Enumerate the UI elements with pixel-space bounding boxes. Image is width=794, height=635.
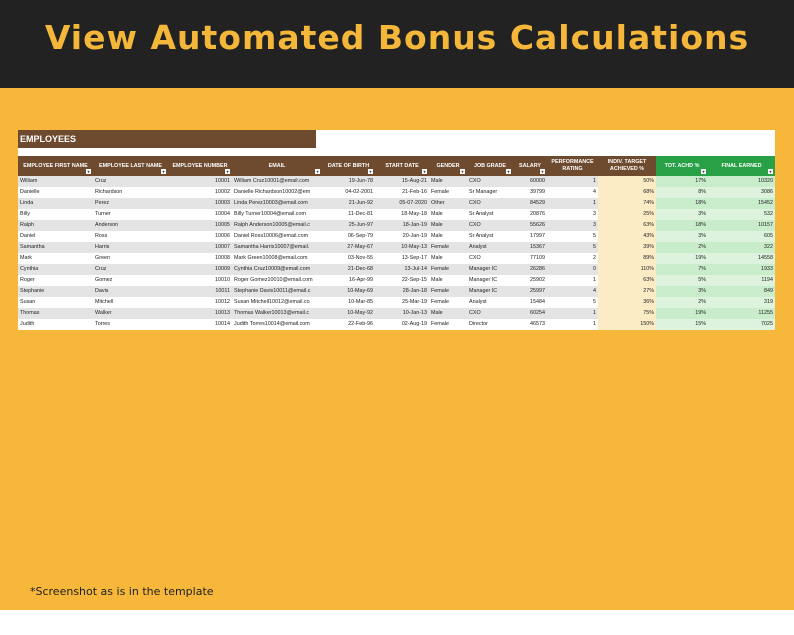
table-cell[interactable]: Susan: [18, 297, 93, 308]
table-cell[interactable]: 02-Aug-19: [375, 319, 429, 330]
table-cell[interactable]: Male: [429, 231, 467, 242]
table-cell[interactable]: Richardson: [93, 187, 168, 198]
table-cell[interactable]: 77109: [513, 253, 547, 264]
table-cell[interactable]: 10014: [168, 319, 232, 330]
table-cell[interactable]: 20-Jan-19: [375, 231, 429, 242]
table-cell[interactable]: Billy: [18, 209, 93, 220]
table-cell[interactable]: 20876: [513, 209, 547, 220]
table-cell[interactable]: 11255: [708, 308, 775, 319]
table-cell[interactable]: 74%: [598, 198, 656, 209]
table-cell[interactable]: 06-Sep-79: [322, 231, 375, 242]
table-cell[interactable]: Female: [429, 187, 467, 198]
table-cell[interactable]: 4: [547, 286, 598, 297]
table-cell[interactable]: 4: [547, 187, 598, 198]
filter-dropdown-icon[interactable]: ▾: [702, 169, 705, 174]
table-cell[interactable]: Male: [429, 209, 467, 220]
table-cell[interactable]: 3%: [656, 231, 708, 242]
table-cell[interactable]: Mitchell: [93, 297, 168, 308]
table-cell[interactable]: 28-Jan-18: [375, 286, 429, 297]
table-cell[interactable]: Cynthia Cruz10009@email.com: [232, 264, 322, 275]
table-cell[interactable]: 10-May-92: [322, 308, 375, 319]
table-cell[interactable]: 849: [708, 286, 775, 297]
table-cell[interactable]: Stephanie: [18, 286, 93, 297]
table-cell[interactable]: Analyst: [467, 297, 513, 308]
table-cell[interactable]: Linda Perez10003@email.com: [232, 198, 322, 209]
table-cell[interactable]: Female: [429, 242, 467, 253]
table-row: [18, 319, 775, 330]
table-cell[interactable]: 1: [547, 176, 598, 187]
table-cell[interactable]: Thomas Walker10013@email.c: [232, 308, 322, 319]
table-row: [18, 264, 775, 275]
table-cell[interactable]: Harris: [93, 242, 168, 253]
table-cell[interactable]: 25-Mar-19: [375, 297, 429, 308]
table-cell[interactable]: 39%: [598, 242, 656, 253]
table-cell[interactable]: Cynthia: [18, 264, 93, 275]
table-cell[interactable]: Green: [93, 253, 168, 264]
table-cell[interactable]: 17%: [656, 176, 708, 187]
table-cell[interactable]: 89%: [598, 253, 656, 264]
table-cell[interactable]: Perez: [93, 198, 168, 209]
table-cell[interactable]: 16-Apr-99: [322, 275, 375, 286]
table-cell[interactable]: 3%: [656, 286, 708, 297]
table-cell[interactable]: Judith Torres10014@email.com: [232, 319, 322, 330]
table-cell[interactable]: 322: [708, 242, 775, 253]
table-cell[interactable]: Cruz: [93, 176, 168, 187]
table-cell[interactable]: Female: [429, 264, 467, 275]
table-cell[interactable]: 10001: [168, 176, 232, 187]
table-cell[interactable]: 532: [708, 209, 775, 220]
table-cell[interactable]: 10320: [708, 176, 775, 187]
table-cell[interactable]: 10005: [168, 220, 232, 231]
table-cell[interactable]: 14558: [708, 253, 775, 264]
table-cell[interactable]: 15367: [513, 242, 547, 253]
table-cell[interactable]: Walker: [93, 308, 168, 319]
table-cell[interactable]: Male: [429, 275, 467, 286]
footnote: *Screenshot as is in the template: [30, 585, 214, 598]
table-cell[interactable]: Analyst: [467, 242, 513, 253]
table-row: [18, 308, 775, 319]
table-cell[interactable]: Sr Manager: [467, 187, 513, 198]
filter-dropdown-icon[interactable]: ▾: [541, 169, 544, 174]
table-cell[interactable]: 18-Jan-19: [375, 220, 429, 231]
table-cell[interactable]: 5: [547, 231, 598, 242]
table-cell[interactable]: Thomas: [18, 308, 93, 319]
table-cell[interactable]: 13-Sep-17: [375, 253, 429, 264]
table-cell[interactable]: Mark: [18, 253, 93, 264]
column-header[interactable]: [232, 156, 322, 176]
filter-dropdown-icon[interactable]: ▾: [369, 169, 372, 174]
table-cell[interactable]: CXO: [467, 176, 513, 187]
table-cell[interactable]: 04-02-2001: [322, 187, 375, 198]
table-cell[interactable]: 27-May-67: [322, 242, 375, 253]
sheet-title: EMPLOYEES: [18, 130, 316, 148]
table-cell[interactable]: 10009: [168, 264, 232, 275]
table-cell[interactable]: Male: [429, 253, 467, 264]
table-cell[interactable]: Male: [429, 308, 467, 319]
table-cell[interactable]: Turner: [93, 209, 168, 220]
table-cell[interactable]: 60000: [513, 176, 547, 187]
table-cell[interactable]: 10008: [168, 253, 232, 264]
table-cell[interactable]: Sr Analyst: [467, 209, 513, 220]
filter-dropdown-icon[interactable]: ▾: [316, 169, 319, 174]
filter-dropdown-icon[interactable]: ▾: [461, 169, 464, 174]
table-cell[interactable]: 10011: [168, 286, 232, 297]
table-cell[interactable]: 8%: [656, 187, 708, 198]
filter-dropdown-icon[interactable]: ▾: [226, 169, 229, 174]
table-row: [18, 286, 775, 297]
table-cell[interactable]: 15-Aug-21: [375, 176, 429, 187]
table-cell[interactable]: 10010: [168, 275, 232, 286]
table-cell[interactable]: 15%: [656, 319, 708, 330]
table-cell[interactable]: Manager IC: [467, 286, 513, 297]
table-cell[interactable]: 10157: [708, 220, 775, 231]
table-cell[interactable]: Danielle: [18, 187, 93, 198]
column-header-label: EMPLOYEE FIRST NAME: [23, 162, 88, 169]
column-header-label: GENDER: [436, 162, 460, 169]
table-cell[interactable]: 7%: [656, 264, 708, 275]
table-cell[interactable]: 10-May-69: [322, 286, 375, 297]
table-cell[interactable]: CXO: [467, 220, 513, 231]
column-header-label: EMAIL: [268, 162, 286, 169]
table-cell[interactable]: William: [18, 176, 93, 187]
column-header-label: START DATE: [385, 162, 419, 169]
table-cell[interactable]: Mark Green10008@email.com: [232, 253, 322, 264]
spreadsheet-area: [18, 130, 775, 330]
table-cell[interactable]: 1: [547, 198, 598, 209]
column-header-label: DATE OF BIRTH: [327, 162, 370, 169]
table-cell[interactable]: 5: [547, 242, 598, 253]
table-cell[interactable]: Manager IC: [467, 275, 513, 286]
table-cell[interactable]: Male: [429, 220, 467, 231]
table-cell[interactable]: 3: [547, 220, 598, 231]
table-row: [18, 275, 775, 286]
table-cell[interactable]: Ross: [93, 231, 168, 242]
table-cell[interactable]: 1194: [708, 275, 775, 286]
table-row: [18, 242, 775, 253]
table-cell[interactable]: 26286: [513, 264, 547, 275]
table-cell[interactable]: 22-Sep-15: [375, 275, 429, 286]
column-header-label: FINAL EARNED: [721, 162, 762, 169]
table-cell[interactable]: 3%: [656, 209, 708, 220]
table-cell[interactable]: 11-Dec-81: [322, 209, 375, 220]
table-cell[interactable]: 25997: [513, 286, 547, 297]
table-cell[interactable]: Billy Turner10004@email.com: [232, 209, 322, 220]
table-cell[interactable]: 0: [547, 264, 598, 275]
table-cell[interactable]: 10002: [168, 187, 232, 198]
table-cell[interactable]: Female: [429, 297, 467, 308]
table-cell[interactable]: 10007: [168, 242, 232, 253]
table-cell[interactable]: 68%: [598, 187, 656, 198]
table-cell[interactable]: 05-07-2020: [375, 198, 429, 209]
column-header-label: INDIV. TARGET ACHIEVED %: [607, 159, 647, 172]
column-header[interactable]: [708, 156, 775, 176]
table-cell[interactable]: Judith: [18, 319, 93, 330]
bottom-strip: [0, 610, 794, 635]
table-cell[interactable]: Ralph: [18, 220, 93, 231]
table-cell[interactable]: Other: [429, 198, 467, 209]
table-cell[interactable]: 2: [547, 253, 598, 264]
table-cell[interactable]: Female: [429, 286, 467, 297]
table-cell[interactable]: 319: [708, 297, 775, 308]
table-cell[interactable]: Samantha: [18, 242, 93, 253]
table-cell[interactable]: 3086: [708, 187, 775, 198]
table-cell[interactable]: 10013: [168, 308, 232, 319]
table-cell[interactable]: 15452: [708, 198, 775, 209]
column-header[interactable]: [513, 156, 547, 176]
table-cell[interactable]: 1: [547, 319, 598, 330]
table-cell[interactable]: Danielle Richardson10002@em: [232, 187, 322, 198]
table-cell[interactable]: 84529: [513, 198, 547, 209]
table-cell[interactable]: 7025: [708, 319, 775, 330]
table-row: [18, 220, 775, 231]
table-cell[interactable]: William Cruz10001@email.com: [232, 176, 322, 187]
table-cell[interactable]: Susan Mitchell10012@email.co: [232, 297, 322, 308]
table-cell[interactable]: 19%: [656, 253, 708, 264]
table-row: [18, 176, 775, 187]
column-header[interactable]: [168, 156, 232, 176]
table-cell[interactable]: 25902: [513, 275, 547, 286]
table-row: [18, 187, 775, 198]
table-cell[interactable]: 22-Feb-96: [322, 319, 375, 330]
column-header-label: EMPLOYEE LAST NAME: [99, 162, 162, 169]
table-cell[interactable]: CXO: [467, 308, 513, 319]
table-cell[interactable]: 19-Jun-78: [322, 176, 375, 187]
column-header[interactable]: [547, 156, 598, 176]
table-cell[interactable]: CXO: [467, 253, 513, 264]
table-cell[interactable]: 46573: [513, 319, 547, 330]
filter-dropdown-icon[interactable]: ▾: [162, 169, 165, 174]
table-body: [18, 176, 775, 330]
table-cell[interactable]: Gomez: [93, 275, 168, 286]
table-cell[interactable]: 10-Jan-13: [375, 308, 429, 319]
table-cell[interactable]: Female: [429, 319, 467, 330]
column-header-label: SALARY: [519, 162, 541, 169]
table-cell[interactable]: 18%: [656, 220, 708, 231]
table-row: [18, 209, 775, 220]
table-cell[interactable]: 15484: [513, 297, 547, 308]
top-banner: [0, 0, 794, 88]
table-cell[interactable]: 10006: [168, 231, 232, 242]
table-cell[interactable]: Torres: [93, 319, 168, 330]
filter-dropdown-icon[interactable]: ▾: [423, 169, 426, 174]
banner-title: View Automated Bonus Calculations: [44, 18, 750, 57]
table-cell[interactable]: Stephanie Davis10011@email.c: [232, 286, 322, 297]
table-cell[interactable]: 110%: [598, 264, 656, 275]
table-cell[interactable]: Cruz: [93, 264, 168, 275]
table-cell[interactable]: 3: [547, 209, 598, 220]
table-cell[interactable]: Roger Gomez10010@email.com: [232, 275, 322, 286]
filter-dropdown-icon[interactable]: ▾: [507, 169, 510, 174]
column-header[interactable]: [375, 156, 429, 176]
filter-dropdown-icon[interactable]: ▾: [87, 169, 90, 174]
table-cell[interactable]: 10003: [168, 198, 232, 209]
table-cell[interactable]: 18%: [656, 198, 708, 209]
table-cell[interactable]: 63%: [598, 220, 656, 231]
table-cell[interactable]: 1933: [708, 264, 775, 275]
table-cell[interactable]: 03-Nov-55: [322, 253, 375, 264]
table-cell[interactable]: 17997: [513, 231, 547, 242]
column-header-label: TOT. ACHD %: [664, 162, 700, 169]
table-cell[interactable]: Ralph Anderson10005@email.c: [232, 220, 322, 231]
table-cell[interactable]: Director: [467, 319, 513, 330]
table-cell[interactable]: 21-Feb-16: [375, 187, 429, 198]
column-header-label: EMPLOYEE NUMBER: [172, 162, 228, 169]
table-row: [18, 297, 775, 308]
table-cell[interactable]: 5%: [656, 275, 708, 286]
table-cell[interactable]: 25-Jun-97: [322, 220, 375, 231]
table-cell[interactable]: Linda: [18, 198, 93, 209]
table-cell[interactable]: 21-Jun-92: [322, 198, 375, 209]
table-cell[interactable]: 1: [547, 275, 598, 286]
table-row: [18, 198, 775, 209]
table-cell[interactable]: 63%: [598, 275, 656, 286]
column-header[interactable]: [467, 156, 513, 176]
employees-table: [18, 156, 775, 330]
table-cell[interactable]: 39799: [513, 187, 547, 198]
table-cell[interactable]: 36%: [598, 297, 656, 308]
table-cell[interactable]: Anderson: [93, 220, 168, 231]
column-header[interactable]: [93, 156, 168, 176]
table-cell[interactable]: 25%: [598, 209, 656, 220]
table-cell[interactable]: 27%: [598, 286, 656, 297]
table-cell[interactable]: 150%: [598, 319, 656, 330]
table-cell[interactable]: 1: [547, 308, 598, 319]
table-cell[interactable]: 605: [708, 231, 775, 242]
column-header[interactable]: [18, 156, 93, 176]
table-cell[interactable]: 43%: [598, 231, 656, 242]
table-row: [18, 253, 775, 264]
column-header[interactable]: [322, 156, 375, 176]
table-cell[interactable]: Sr Analyst: [467, 231, 513, 242]
table-cell[interactable]: Davis: [93, 286, 168, 297]
table-cell[interactable]: 10012: [168, 297, 232, 308]
table-header-row: [18, 156, 775, 176]
table-cell[interactable]: 5: [547, 297, 598, 308]
table-cell[interactable]: 2%: [656, 242, 708, 253]
table-cell[interactable]: 2%: [656, 297, 708, 308]
table-cell[interactable]: 75%: [598, 308, 656, 319]
table-cell[interactable]: Roger: [18, 275, 93, 286]
table-cell[interactable]: 55626: [513, 220, 547, 231]
table-cell[interactable]: Daniel: [18, 231, 93, 242]
filter-dropdown-icon[interactable]: ▾: [769, 169, 772, 174]
column-header[interactable]: [429, 156, 467, 176]
table-cell[interactable]: 10-May-13: [375, 242, 429, 253]
table-cell[interactable]: 10-Mar-85: [322, 297, 375, 308]
table-cell[interactable]: Daniel Ross10006@email.com: [232, 231, 322, 242]
table-cell[interactable]: 13-Jul-14: [375, 264, 429, 275]
table-cell[interactable]: 21-Dec-68: [322, 264, 375, 275]
table-cell[interactable]: CXO: [467, 198, 513, 209]
table-cell[interactable]: 18-May-18: [375, 209, 429, 220]
column-header-label: PERFORMANCE RATING: [551, 159, 594, 172]
column-header[interactable]: [656, 156, 708, 176]
table-cell[interactable]: 19%: [656, 308, 708, 319]
table-row: [18, 231, 775, 242]
column-header[interactable]: [598, 156, 656, 176]
table-cell[interactable]: 60254: [513, 308, 547, 319]
table-cell[interactable]: Samantha Harris10007@email.: [232, 242, 322, 253]
table-cell[interactable]: 50%: [598, 176, 656, 187]
column-header-label: JOB GRADE: [473, 162, 507, 169]
table-cell[interactable]: Manager IC: [467, 264, 513, 275]
table-cell[interactable]: Male: [429, 176, 467, 187]
table-cell[interactable]: 10004: [168, 209, 232, 220]
